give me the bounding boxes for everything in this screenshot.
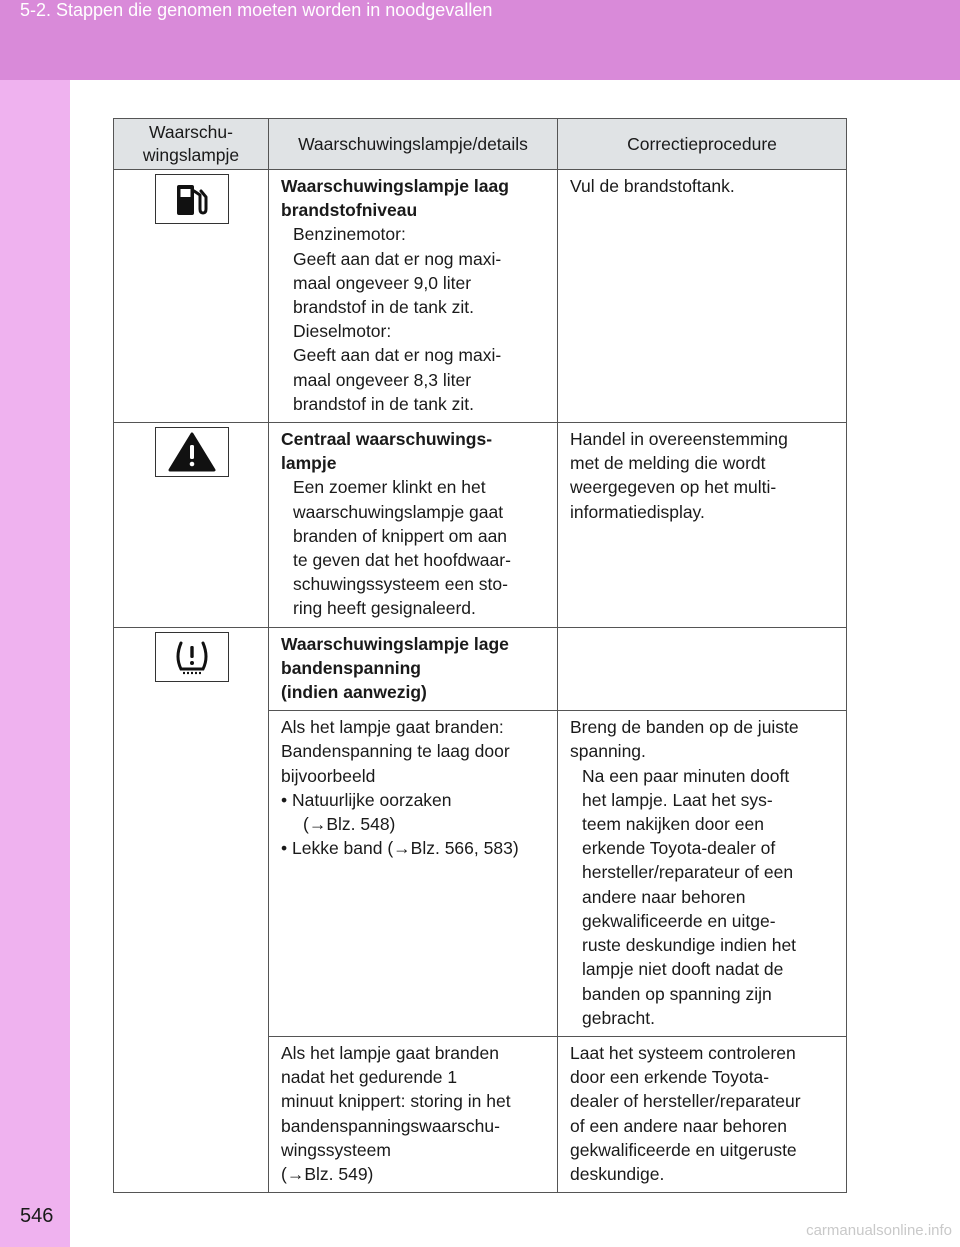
fuel-pump-icon (155, 174, 229, 224)
lamp-title: lampje (281, 453, 337, 474)
details-cell (269, 627, 558, 711)
condition-cell: Als het lampje gaat branden: Bandenspanning te laag door bijvoorbeeld • Natuurlijke oorzaken (→Blz. 548) • Lekke band (→Blz. 566, 583) (269, 711, 558, 1037)
lamp-title: Waarschuwingslampje laag (281, 176, 509, 196)
master-warning-triangle-icon (155, 427, 229, 477)
details-cell: Waarschuwingslampje laag brandstofniveau Benzinemotor: Geeft aan dat er nog maxi- maal ongeveer 9,0 liter brandstof in de tank zit. Dieselmotor: Geeft aan dat er nog maxi- maal ongeveer 8,3 liter brandstof in de tank zit. (269, 170, 558, 423)
procedure-cell (558, 627, 847, 711)
condition-cell: Als het lampje gaat branden nadat het gedurende 1 minuut knippert: storing in het bandenspanningswaarschu- wingssysteem (→Blz. 549) (269, 1036, 558, 1192)
lamp-cell (114, 627, 269, 1192)
procedure-cell: Handel in overeenstemming met de melding die wordt weergegeven op het multi- informatiedisplay. (558, 423, 847, 628)
table-header-row (114, 119, 847, 170)
table-row-fuel-warning (114, 170, 847, 423)
lamp-title: (indien aanwezig) (281, 682, 427, 703)
lamp-cell (114, 170, 269, 423)
lamp-cell (114, 423, 269, 628)
bullet-item: • Natuurlijke oorzaken (281, 789, 452, 810)
page-number: 546 (20, 1205, 54, 1227)
warning-lights-table (113, 118, 847, 1193)
details-cell: Centraal waarschuwings- lampje Een zoemer klinkt en het waarschuwingslampje gaat branden of knippert om aan te geven dat het hoofdwaar- schuwingssysteem een sto- ring heeft gesignaleerd. (269, 423, 558, 628)
lamp-title: bandenspanning (281, 657, 421, 678)
side-margin-strip (0, 80, 70, 1247)
table-row-master-warning (114, 423, 847, 628)
tire-pressure-warning-icon (155, 632, 229, 682)
column-header-details: Waarschuwingslampje/details (269, 119, 558, 170)
lamp-title: Centraal waarschuwings- (281, 429, 493, 450)
procedure-cell: Vul de brandstoftank. (558, 170, 847, 423)
lamp-title: brandstofniveau (281, 200, 418, 221)
procedure-cell: Laat het systeem controleren door een erkende Toyota- dealer of hersteller/reparateur of een andere naar behoren gekwalificeerde en uitgeruste deskundige. (558, 1036, 847, 1192)
chapter-header (0, 0, 960, 80)
bullet-item: • Lekke band (→Blz. 566, 583) (281, 838, 519, 859)
lamp-title: Waarschuwingslampje lage (281, 633, 509, 654)
chapter-title: 5-2. Stappen die genomen moeten worden in noodgevallen (20, 0, 493, 20)
procedure-cell: Breng de banden op de juiste spanning. Na een paar minuten dooft het lampje. Laat het sys- teem nakijken door een erkende Toyota-dealer of hersteller/reparateur of een andere naar behoren gekwalificeerde en uitge- ruste deskundige indien het lampje niet dooft nadat de banden op spanning zijn gebracht. (558, 711, 847, 1037)
column-header-lamp: Waarschu- wingslampje (114, 119, 269, 170)
table-row-tire-pressure-title (114, 627, 847, 711)
column-header-procedure: Correctieprocedure (558, 119, 847, 170)
watermark: carmanualsonline.info (806, 1222, 952, 1239)
